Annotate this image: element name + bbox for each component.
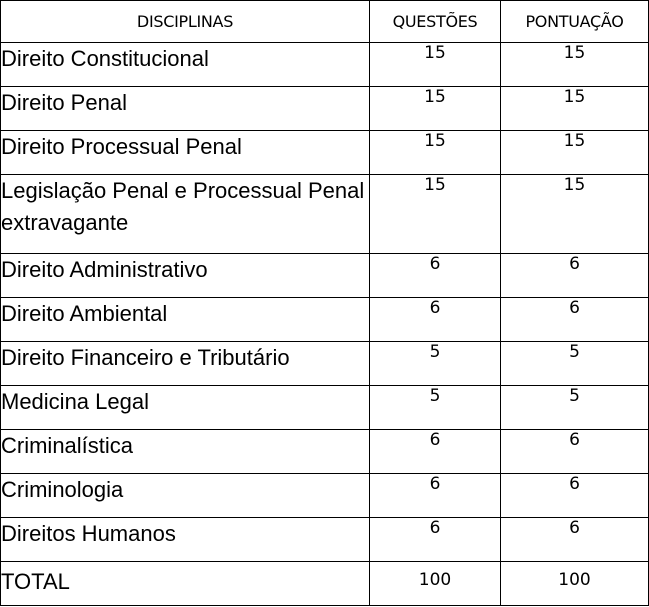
score-cell: 15 <box>501 43 649 87</box>
table-row <box>1 386 649 430</box>
score-cell: 6 <box>501 430 649 474</box>
subject-cell: Legislação Penal e Processual Penal extravagante <box>1 175 370 254</box>
subject-cell: Criminalística <box>1 430 370 474</box>
questions-cell: 5 <box>370 342 501 386</box>
questions-cell: 5 <box>370 386 501 430</box>
questions-cell: 6 <box>370 254 501 298</box>
header-score: PONTUAÇÃO <box>501 1 649 43</box>
table-row <box>1 254 649 298</box>
score-cell: 15 <box>501 175 649 254</box>
score-cell: 6 <box>501 254 649 298</box>
table-row <box>1 43 649 87</box>
total-score: 100 <box>501 562 649 606</box>
score-cell: 5 <box>501 342 649 386</box>
subject-cell: Direito Ambiental <box>1 298 370 342</box>
questions-cell: 6 <box>370 298 501 342</box>
table-row <box>1 430 649 474</box>
score-cell: 6 <box>501 518 649 562</box>
score-cell: 6 <box>501 474 649 518</box>
table-row <box>1 474 649 518</box>
score-cell: 6 <box>501 298 649 342</box>
questions-cell: 15 <box>370 175 501 254</box>
questions-cell: 15 <box>370 131 501 175</box>
table-row <box>1 87 649 131</box>
subject-cell: Direito Processual Penal <box>1 131 370 175</box>
total-label: TOTAL <box>1 562 370 606</box>
questions-cell: 6 <box>370 474 501 518</box>
table-row <box>1 131 649 175</box>
subject-cell: Direito Constitucional <box>1 43 370 87</box>
table-row <box>1 342 649 386</box>
score-cell: 15 <box>501 87 649 131</box>
subject-cell: Direito Penal <box>1 87 370 131</box>
table-header-row <box>1 1 649 43</box>
questions-cell: 15 <box>370 43 501 87</box>
subject-cell: Direito Financeiro e Tributário <box>1 342 370 386</box>
header-subjects: DISCIPLINAS <box>1 1 370 43</box>
table-row <box>1 298 649 342</box>
score-cell: 15 <box>501 131 649 175</box>
subject-cell: Criminologia <box>1 474 370 518</box>
questions-cell: 15 <box>370 87 501 131</box>
table-row <box>1 518 649 562</box>
total-row <box>1 562 649 606</box>
table-row <box>1 175 649 254</box>
subject-cell: Medicina Legal <box>1 386 370 430</box>
questions-cell: 6 <box>370 430 501 474</box>
subject-cell: Direito Administrativo <box>1 254 370 298</box>
questions-cell: 6 <box>370 518 501 562</box>
total-questions: 100 <box>370 562 501 606</box>
subject-cell: Direitos Humanos <box>1 518 370 562</box>
header-questions: QUESTÕES <box>370 1 501 43</box>
score-cell: 5 <box>501 386 649 430</box>
